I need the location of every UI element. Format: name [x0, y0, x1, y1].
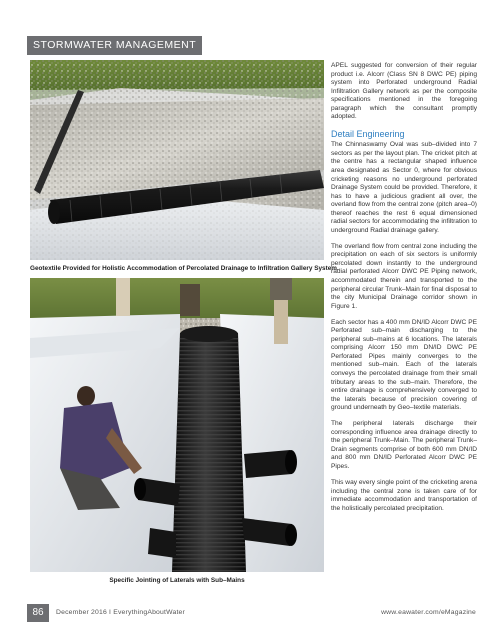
- section-tag: STORMWATER MANAGEMENT: [27, 36, 202, 55]
- page-number: 86: [27, 604, 49, 622]
- article-paragraph: The Chinnaswamy Oval was sub–divided into 7 sectors as per the layout plan. The cricket pitch at the centre has a rectangular shaped influence area designated as Sector 0, where for obvious cricketing reasons no underground perforated Drainage System could be provided. Therefore, it has to have a judicious gradient all over, the overland flow from the central zone (pitch area–0) thereof reaches the rest 6 equal dimensioned radial sectors for accommodating the infiltration to underground Radial drainage gallery.: [331, 141, 477, 234]
- article-column: [331, 62, 477, 521]
- section-rule: [27, 52, 151, 53]
- article-paragraph: APEL suggested for conversion of their regular product i.e. Alcorr (Class SN 8 DWC PE) piping system into Perforated underground Radial Infiltration Gallery network as per the composite specifications mentioned in the foregoing paragraph which the consultant promptly adopted.: [331, 62, 477, 121]
- photo-geotextile-pipe: [30, 60, 324, 260]
- section-heading: Detail Engineering: [331, 129, 405, 140]
- article-paragraph: Each sector has a 400 mm DN/ID Alcorr DWC PE Perforated sub–main discharging to the peripheral sub–mains at 6 locations. The laterals comprising Alcorr 150 mm DN/ID DWC PE Perforated Pipes mainly converges to the mentioned sub–main. Each of the laterals conveys the percolated drainage from their small tributary areas to the sub–main. Therefore, the entire drainage is comprehensively converged to the laterals because of precision covering of ground underneath by Geo–textile materials.: [331, 318, 477, 412]
- article-paragraph: The peripheral laterals discharge their corresponding influence area drainage directly to the peripheral Trunk–Main. The peripheral Trunk–Drain segments comprise of both 600 mm DN/ID and 800 mm DN/ID Perforated Alcorr DWC PE Pipes.: [331, 420, 477, 470]
- photo-caption-geotextile: Geotextile Provided for Holistic Accommodation of Percolated Drainage to Infiltration Gallery System.: [30, 265, 339, 272]
- website-link[interactable]: www.eawater.com/eMagazine: [381, 609, 476, 616]
- article-paragraph: This way every single point of the cricketing arena including the central zone is taken care of for immediate accommodation and transportation of the holistically percolated precipitation.: [331, 479, 477, 512]
- issue-label: December 2016 I EverythingAboutWater: [56, 609, 185, 616]
- photo-caption-jointing: Specific Jointing of Laterals with Sub–Mains: [109, 577, 245, 584]
- article-paragraph: The overland flow from central zone including the precipitation on each of six sectors is uniformly percolated down instantly to the underground radial perforated Alcorr DWC PE Piping network, accommodated therein and transported to the peripheral circular Trunk–Main for final disposal to the city Municipal Drainage corridor shown in Figure 1.: [331, 242, 477, 310]
- photo-jointing-laterals: [30, 278, 324, 572]
